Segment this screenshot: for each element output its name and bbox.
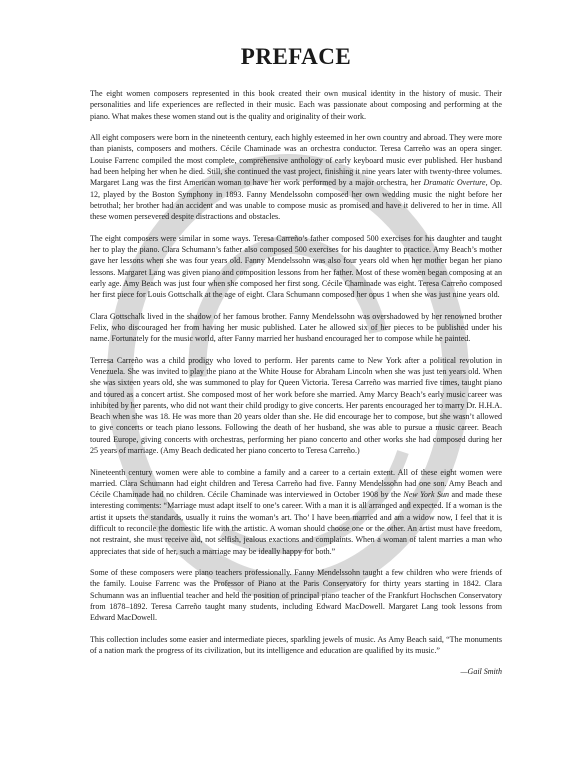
paragraph-family-career: Nineteenth century women were able to combine a family and a career to a certain extent. All of these eight women were married. Clara Schumann had eight children and Teresa Carreño had five. Fanny Mendelssohn had one son. Amy Beach and Cécile Chaminade had no children. Cécile Chaminade was interviewed in October 1908 by the New York Sun and made these interesting comments: “Marriage must adapt itself to one’s career. With a man it is all arranged and expected. If a woman is the artist it upsets the standards, usually it ruins the woman’s art. Tho’ I have been married and am a widow now, I feel that it is difficult to reconcile the domestic life with the artistic. A woman should choose one or the other. An artist must have freedom, not restraint, she must receive aid, not selfish, jealous exactions and complaints. When a woman of talent marries a man who appreciates that side of her, such a marriage may be ideally happy for both.” <box>90 467 502 556</box>
newspaper-title: New York Sun <box>403 490 450 500</box>
paragraph-collection: This collection includes some easier and intermediate pieces, sparkling jewels of music. As Amy Beach said, “The monuments of a nation mark the progress of its civilization, but its intelligence and education are qualified by its music.” <box>90 634 502 656</box>
paragraph-intro: The eight women composers represented in this book created their own musical identity in the history of music. Their personalities and life experiences are reflected in their music. Each was passionate about composing and performing at the piano. What makes these women stand out is the quality and originality of their work. <box>90 89 502 121</box>
paragraph-carreno: Terresa Carreño was a child prodigy who loved to perform. Her parents came to New York after a political revolution in Venezuela. She was invited to play the piano at the White House for Abraham Lincoln when she was just ten years old. When she was sixteen years old, she was summoned to play for Queen Victoria. Teresa Carreño was married five times, taught piano and toured as a concert artist. She composed most of her work before she married. Amy Marcy Beach’s early music career was inhibited by her parents, who did not want their child prodigy to give concerts. Her parents encouraged her to marry Dr. H.H.A. Beach when she was 18. He was more than 20 years older than she. He did encourage her to compose, but she wasn’t allowed to give concerts or teach piano lessons. Following the death of her husband, she was able to pursue a music career. Beach toured Europe, giving concerts with orchestras, performing her piano concerto and other works she had composed during her 25 years of marriage. (Amy Beach dedicated her piano concerto to Teresa Carreño.) <box>90 355 502 456</box>
page-title: PREFACE <box>240 44 352 69</box>
paragraph-teachers: Some of these composers were piano teachers professionally. Fanny Mendelssohn taught a few children who were friends of the family. Louise Farrenc was the Professor of Piano at the Paris Conservatory for thirty years starting in 1842. Clara Schumann was an influential teacher and held the position of principal piano teacher of the Frankfurt Hochschen Conservatory from 1878–1892. Teresa Carreño taught many students, including Edward MacDowell. Margaret Lang took lessons from Edward MacDowell. <box>90 568 502 623</box>
paragraph-shadow: Clara Gottschalk lived in the shadow of her famous brother. Fanny Mendelssohn was overshadowed by her renowned brother Felix, who discouraged her from having her music published. Later he allowed six of her pieces to be published under his name. Fortunately for the music world, after Fanny married her husband encouraged her to compose while he painted. <box>90 311 502 344</box>
paragraph-composers-born: All eight composers were born in the nineteenth century, each highly esteemed in her own country and abroad. They were more than pianists, composers and mothers. Cécile Chaminade was an orchestra conductor. Teresa Carreño was an opera singer. Louise Farrenc compiled the most complete, comprehensive anthology of early keyboard music ever published. Her husband had been helping her when he died. Still, she continued the vast project, finishing it nine years later with twenty-three volumes. Margaret Lang was the first American woman to have her work performed by a major orchestra, her Dramatic Overture, Op. 12, played by the Boston Symphony in 1893. Fanny Mendelssohn composed her own wedding music the night before her betrothal; her brother had an accident and was unable to compose music as promised and have it delivered to her in time. All these women persevered despite distractions and obstacles. <box>90 133 503 222</box>
work-title: Dramatic Overture <box>423 178 486 188</box>
author-signature: —Gail Smith <box>460 666 502 676</box>
paragraph-similarities: The eight composers were similar in some ways. Teresa Carreño’s father composed 500 exercises for his daughter and taught her to play the piano. Clara Schumann’s father also composed 500 exercises for his daughter to practice. Amy Beach’s mother gave her lessons when she was four years old. Fanny Mendelssohn was also four years old when her mother began her piano lessons. Margaret Lang was given piano and composition lessons from her father. Most of these women began composing at an early age. Amy Beach was just four when she composed her first song. Cécile Chaminade was eight. Teresa Carreño composed her first piece for Louis Gottschalk at the age of eight. Clara Schumann composed her opus 1 when she was just nine years old. <box>90 233 502 300</box>
